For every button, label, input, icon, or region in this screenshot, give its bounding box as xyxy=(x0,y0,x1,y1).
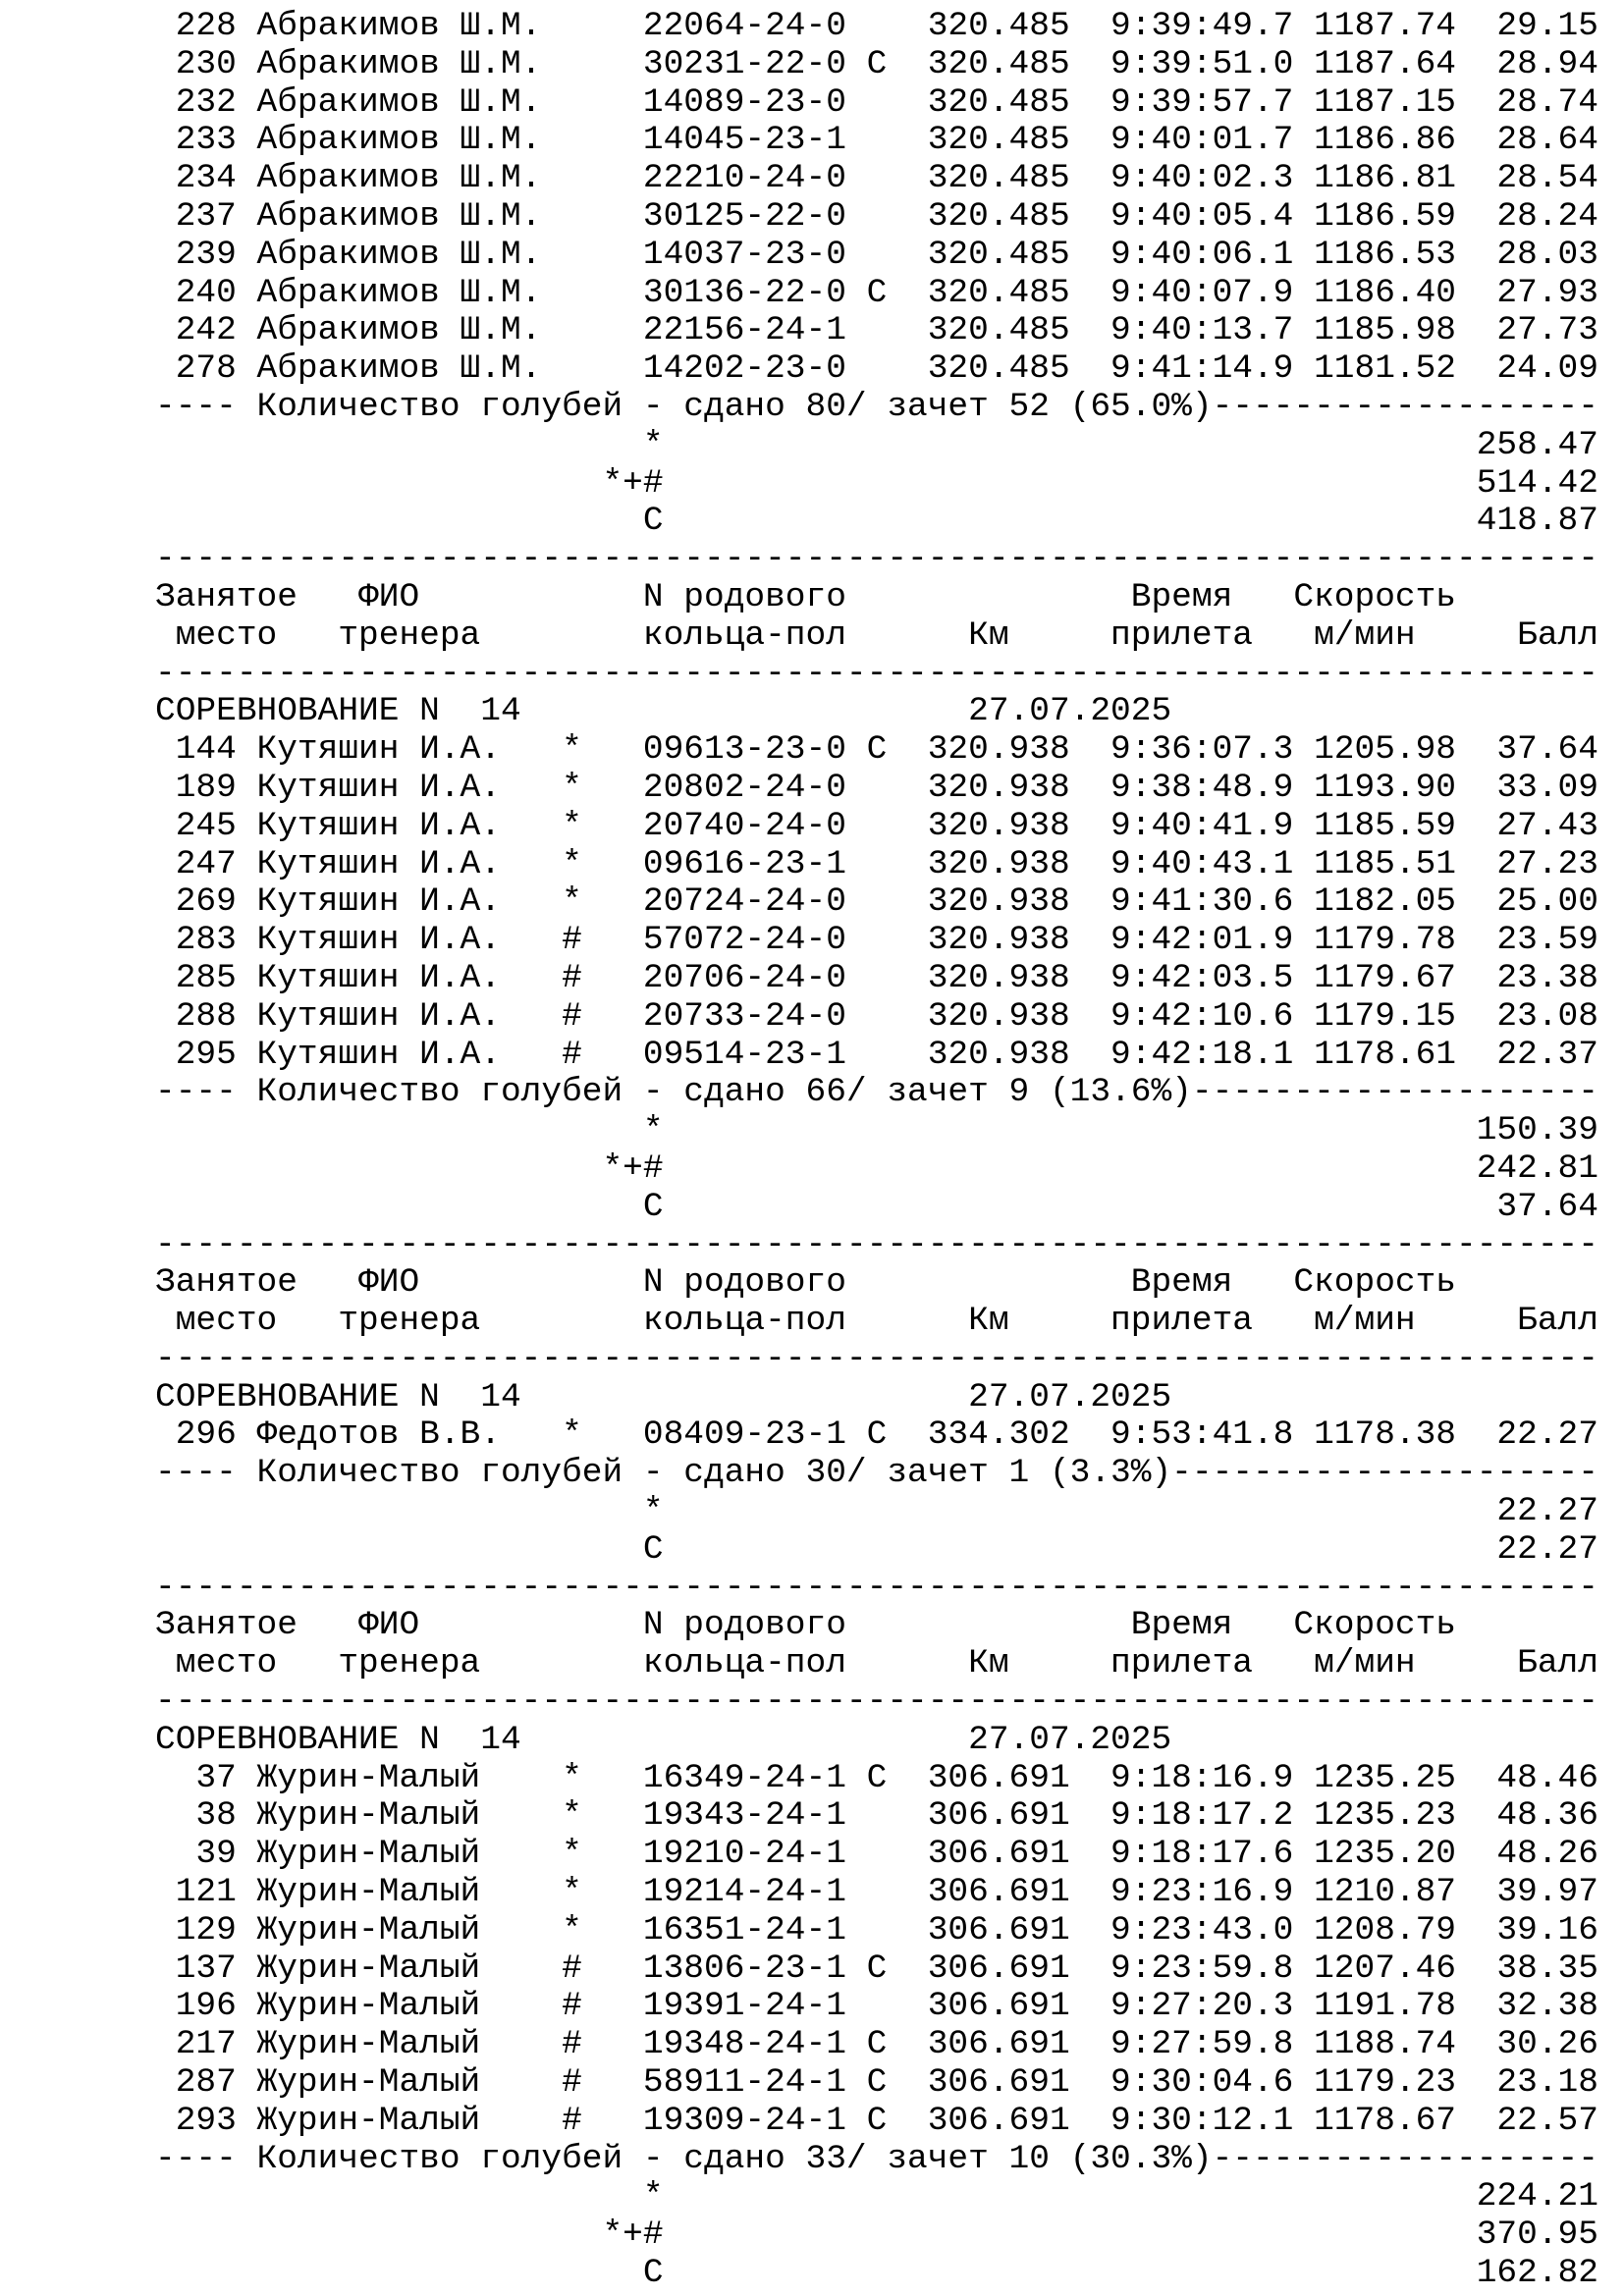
table-row: 240 Абракимов Ш.М. 30136-22-0 C 320.485 9:40:07.9 1186.40 27.93 xyxy=(155,273,1598,312)
section-separator: ----------------------------------------------------------------------- xyxy=(155,540,1598,579)
table-row: 38 Журин-Малый * 19343-24-1 306.691 9:18:17.2 1235.23 48.36 xyxy=(155,1796,1598,1836)
totals-line: * 22.27 xyxy=(155,1492,1598,1531)
totals-line: C 162.82 xyxy=(155,2254,1598,2293)
table-row: 189 Кутяшин И.А. * 20802-24-0 320.938 9:38:48.9 1193.90 33.09 xyxy=(155,768,1598,807)
totals-line: *+# 242.81 xyxy=(155,1148,1598,1188)
table-row: 296 Федотов В.В. * 08409-23-1 C 334.302 9:53:41.8 1178.38 22.27 xyxy=(155,1415,1598,1455)
summary-line: ---- Количество голубей - сдано 33/ зачет 10 (30.3%)------------------- xyxy=(155,2139,1598,2178)
table-row: 37 Журин-Малый * 16349-24-1 C 306.691 9:18:16.9 1235.25 48.46 xyxy=(155,1758,1598,1797)
table-row: 269 Кутяшин И.А. * 20724-24-0 320.938 9:41:30.6 1182.05 25.00 xyxy=(155,882,1598,922)
table-row: 239 Абракимов Ш.М. 14037-23-0 320.485 9:40:06.1 1186.53 28.03 xyxy=(155,235,1598,274)
table-row: 278 Абракимов Ш.М. 14202-23-0 320.485 9:41:14.9 1181.52 24.09 xyxy=(155,349,1598,389)
totals-line: C 37.64 xyxy=(155,1187,1598,1226)
table-row: 234 Абракимов Ш.М. 22210-24-0 320.485 9:40:02.3 1186.81 28.54 xyxy=(155,159,1598,198)
totals-line: * 258.47 xyxy=(155,425,1598,464)
table-header-line-2: место тренера кольца-пол Км прилета м/мин Балл xyxy=(155,1302,1598,1341)
totals-line: *+# 514.42 xyxy=(155,463,1598,503)
table-row: 196 Журин-Малый # 19391-24-1 306.691 9:27:20.3 1191.78 32.38 xyxy=(155,1987,1598,2026)
table-header-line-2: место тренера кольца-пол Км прилета м/мин Балл xyxy=(155,1644,1598,1683)
table-row: 287 Журин-Малый # 58911-24-1 C 306.691 9:30:04.6 1179.23 23.18 xyxy=(155,2063,1598,2103)
table-row: 228 Абракимов Ш.М. 22064-24-0 320.485 9:39:49.7 1187.74 29.15 xyxy=(155,7,1598,45)
competition-line: СОРЕВНОВАНИЕ N 14 27.07.2025 xyxy=(155,692,1598,731)
totals-line: C 22.27 xyxy=(155,1529,1598,1569)
section-separator: ----------------------------------------------------------------------- xyxy=(155,1225,1598,1264)
totals-line: *+# 370.95 xyxy=(155,2216,1598,2255)
totals-line: * 224.21 xyxy=(155,2177,1598,2216)
table-row: 129 Журин-Малый * 16351-24-1 306.691 9:23:43.0 1208.79 39.16 xyxy=(155,1910,1598,1949)
table-header-line-1: Занятое ФИО N родового Время Скорость xyxy=(155,577,1598,616)
table-row: 232 Абракимов Ш.М. 14089-23-0 320.485 9:39:57.7 1187.15 28.74 xyxy=(155,82,1598,122)
table-row: 233 Абракимов Ш.М. 14045-23-1 320.485 9:40:01.7 1186.86 28.64 xyxy=(155,121,1598,160)
table-row: 39 Журин-Малый * 19210-24-1 306.691 9:18:17.6 1235.20 48.26 xyxy=(155,1835,1598,1874)
table-row: 285 Кутяшин И.А. # 20706-24-0 320.938 9:42:03.5 1179.67 23.38 xyxy=(155,958,1598,997)
table-row: 247 Кутяшин И.А. * 09616-23-1 320.938 9:40:43.1 1185.51 27.23 xyxy=(155,844,1598,883)
totals-line: C 418.87 xyxy=(155,502,1598,541)
table-header-line-1: Занятое ФИО N родового Время Скорость xyxy=(155,1263,1598,1303)
section-separator: ----------------------------------------------------------------------- xyxy=(155,654,1598,693)
table-row: 230 Абракимов Ш.М. 30231-22-0 C 320.485 9:39:51.0 1187.64 28.94 xyxy=(155,44,1598,83)
table-row: 237 Абракимов Ш.М. 30125-22-0 320.485 9:40:05.4 1186.59 28.24 xyxy=(155,196,1598,236)
table-header-line-1: Занятое ФИО N родового Время Скорость xyxy=(155,1606,1598,1645)
table-row: 295 Кутяшин И.А. # 09514-23-1 320.938 9:42:18.1 1178.61 22.37 xyxy=(155,1035,1598,1074)
table-header-line-2: место тренера кольца-пол Км прилета м/мин Балл xyxy=(155,615,1598,655)
table-row: 288 Кутяшин И.А. # 20733-24-0 320.938 9:42:10.6 1179.15 23.08 xyxy=(155,996,1598,1036)
table-row: 293 Журин-Малый # 19309-24-1 C 306.691 9:30:12.1 1178.67 22.57 xyxy=(155,2101,1598,2140)
totals-line: * 150.39 xyxy=(155,1111,1598,1150)
table-row: 121 Журин-Малый * 19214-24-1 306.691 9:23:16.9 1210.87 39.97 xyxy=(155,1873,1598,1912)
table-row: 217 Журин-Малый # 19348-24-1 C 306.691 9:27:59.8 1188.74 30.26 xyxy=(155,2025,1598,2064)
table-row: 242 Абракимов Ш.М. 22156-24-1 320.485 9:40:13.7 1185.98 27.73 xyxy=(155,311,1598,350)
competition-line: СОРЕВНОВАНИЕ N 14 27.07.2025 xyxy=(155,1377,1598,1416)
competition-line: СОРЕВНОВАНИЕ N 14 27.07.2025 xyxy=(155,1720,1598,1759)
summary-line: ---- Количество голубей - сдано 80/ зачет 52 (65.0%)------------------- xyxy=(155,387,1598,426)
table-row: 137 Журин-Малый # 13806-23-1 C 306.691 9:23:59.8 1207.46 38.35 xyxy=(155,1949,1598,1988)
section-separator: ----------------------------------------------------------------------- xyxy=(155,1339,1598,1378)
table-row: 144 Кутяшин И.А. * 09613-23-0 C 320.938 9:36:07.3 1205.98 37.64 xyxy=(155,730,1598,770)
table-row: 245 Кутяшин И.А. * 20740-24-0 320.938 9:40:41.9 1185.59 27.43 xyxy=(155,806,1598,845)
summary-line: ---- Количество голубей - сдано 30/ зачет 1 (3.3%)--------------------- xyxy=(155,1454,1598,1493)
section-separator: ----------------------------------------------------------------------- xyxy=(155,1682,1598,1722)
section-separator: ----------------------------------------------------------------------- xyxy=(155,1568,1598,1607)
summary-line: ---- Количество голубей - сдано 66/ зачет 9 (13.6%)-------------------- xyxy=(155,1073,1598,1112)
table-row: 283 Кутяшин И.А. # 57072-24-0 320.938 9:42:01.9 1179.78 23.59 xyxy=(155,921,1598,960)
